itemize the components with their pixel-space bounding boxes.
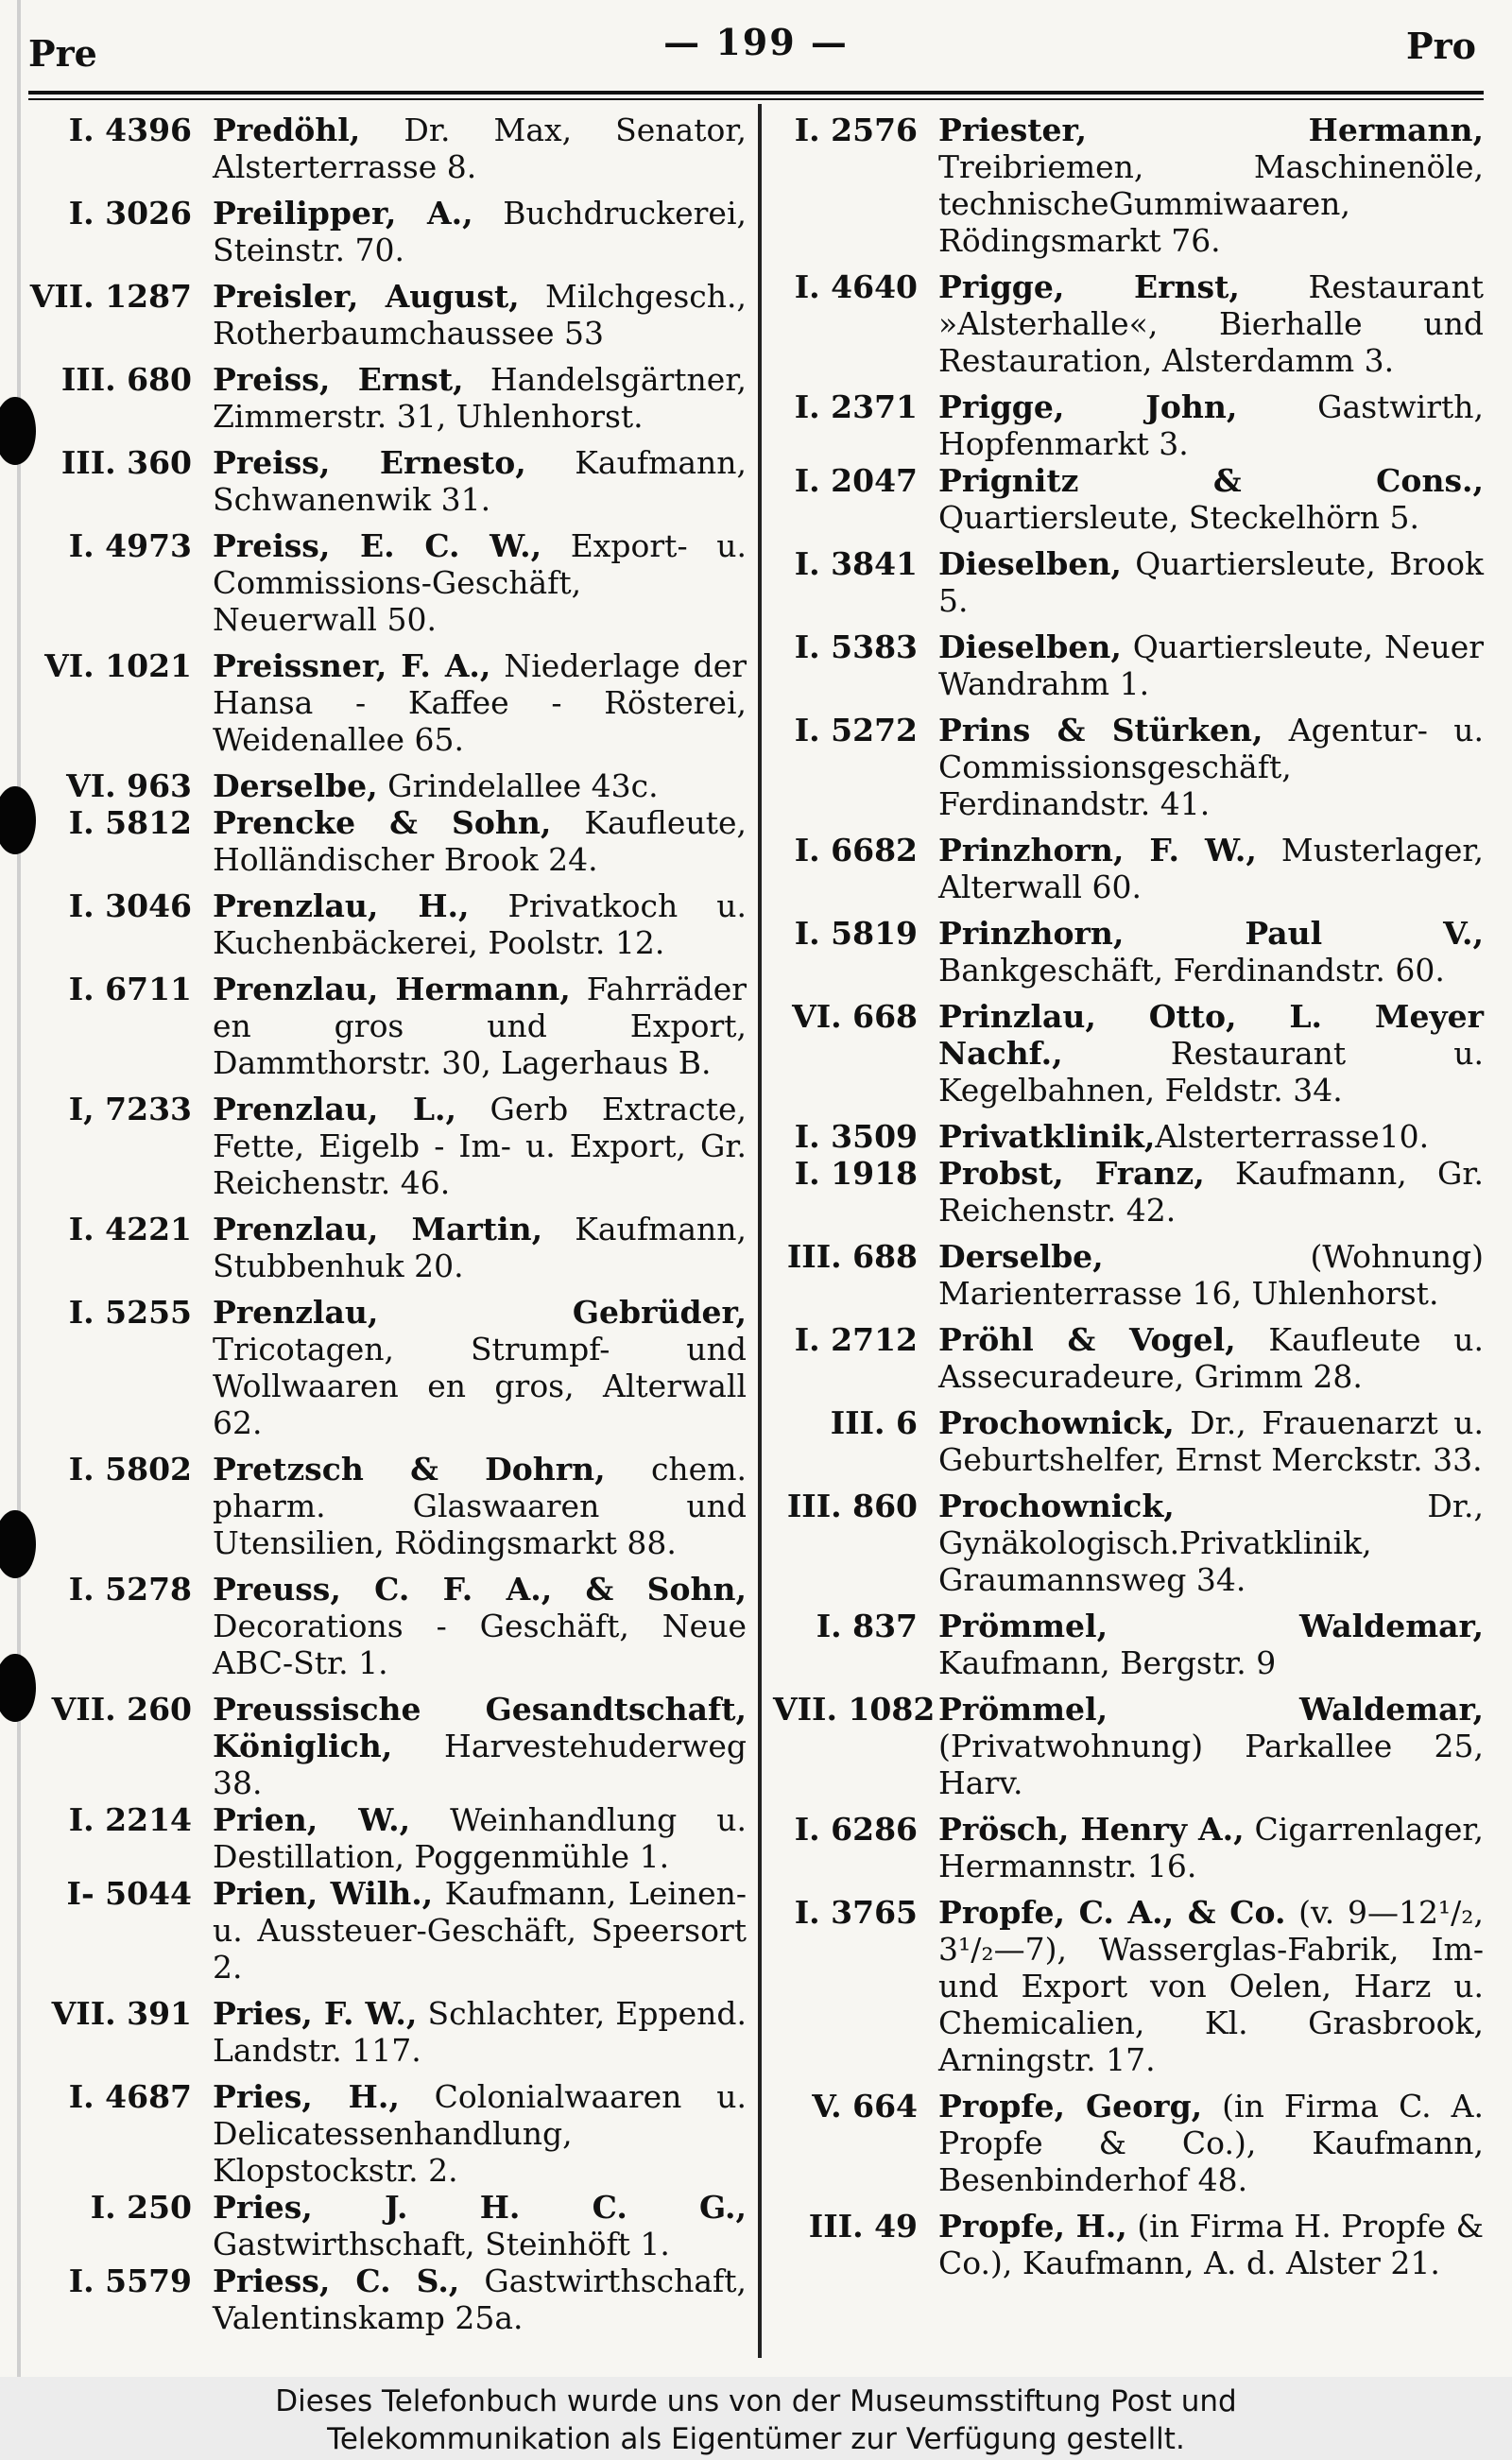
phone-number: I. 2712 bbox=[794, 1321, 918, 1358]
directory-entry bbox=[28, 1691, 747, 1801]
entry-text bbox=[938, 1404, 1484, 1478]
entry-text bbox=[213, 804, 747, 878]
directory-entry bbox=[28, 1451, 747, 1561]
subscriber-name: Dieselben, bbox=[938, 628, 1122, 665]
entry-text bbox=[213, 361, 747, 435]
entry-text bbox=[213, 1875, 747, 1986]
subscriber-name: Prencke & Sohn, bbox=[213, 804, 552, 841]
phone-number: I. 5272 bbox=[794, 712, 918, 748]
directory-entry bbox=[773, 1404, 1484, 1478]
entry-text bbox=[213, 1091, 747, 1201]
subscriber-details: Dr., Gynäkologisch.Privatklinik, Graumannsweg 34. bbox=[938, 1488, 1484, 1598]
subscriber-details: Gerb Extracte, Fette, Eigelb - Im- u. Export, Gr. Reichenstr. 46. bbox=[213, 1091, 747, 1201]
subscriber-name: Pries, H., bbox=[213, 2078, 400, 2115]
directory-entry bbox=[28, 2262, 747, 2336]
directory-entry bbox=[28, 887, 747, 961]
directory-entry bbox=[773, 1118, 1484, 1155]
subscriber-name: Probst, Franz, bbox=[938, 1155, 1205, 1192]
entry-text bbox=[213, 2078, 747, 2189]
subscriber-details: Fahrräder en gros und Export, Dammthorstr. 30, Lagerhaus B. bbox=[213, 971, 747, 1081]
subscriber-details: (in Firma H. Propfe & Co.), Kaufmann, A. d. Alster 21. bbox=[938, 2208, 1484, 2281]
page-edge bbox=[17, 0, 21, 2377]
directory-entry bbox=[773, 1155, 1484, 1229]
subscriber-details: Schlachter, Eppend. Landstr. 117. bbox=[213, 1995, 747, 2069]
directory-entry bbox=[773, 1321, 1484, 1395]
directory-entry bbox=[28, 112, 747, 185]
directory-entry bbox=[28, 2189, 747, 2262]
entry-text bbox=[938, 628, 1484, 702]
subscriber-name: Prenzlau, L., bbox=[213, 1091, 457, 1127]
entry-text bbox=[213, 647, 747, 758]
directory-entry bbox=[28, 647, 747, 758]
subscriber-details: Quartiersleute, Brook 5. bbox=[938, 545, 1484, 619]
header-left-guide-word: Pre bbox=[28, 32, 97, 75]
subscriber-name: Prinzhorn, F. W., bbox=[938, 832, 1257, 869]
phone-number: I. 4396 bbox=[68, 112, 192, 148]
subscriber-name: Preissner, F. A., bbox=[213, 647, 491, 684]
directory-entry bbox=[773, 915, 1484, 989]
subscriber-name: Prins & Stürken, bbox=[938, 712, 1263, 748]
entry-text bbox=[938, 1321, 1484, 1395]
entry-text bbox=[213, 1691, 747, 1801]
phone-number: I. 5819 bbox=[794, 915, 918, 952]
entry-text bbox=[213, 1451, 747, 1561]
phone-number: III. 360 bbox=[60, 444, 192, 481]
subscriber-details: (Wohnung) Marienterrasse 16, Uhlenhorst. bbox=[938, 1238, 1484, 1312]
phone-number: I. 6286 bbox=[794, 1811, 918, 1848]
entry-text bbox=[213, 1294, 747, 1441]
subscriber-name: Prenzlau, Hermann, bbox=[213, 971, 571, 1007]
subscriber-name: Propfe, C. A., & Co. bbox=[938, 1894, 1286, 1931]
header-rule bbox=[28, 91, 1484, 95]
subscriber-name: Pröhl & Vogel, bbox=[938, 1321, 1236, 1358]
subscriber-name: Privatklinik, bbox=[938, 1118, 1156, 1155]
directory-entry bbox=[28, 1801, 747, 1875]
phone-number: VII. 391 bbox=[51, 1995, 192, 2032]
subscriber-details: Kaufmann, Schwanenwik 31. bbox=[213, 444, 747, 518]
phone-number: VII. 1287 bbox=[29, 278, 192, 315]
subscriber-name: Preiss, E. C. W., bbox=[213, 527, 542, 564]
directory-entry bbox=[773, 2208, 1484, 2281]
phone-number: I. 5278 bbox=[68, 1571, 192, 1608]
header-rule-thin bbox=[28, 98, 1484, 100]
entry-text bbox=[938, 1488, 1484, 1598]
subscriber-name: Pries, J. H. C. G., bbox=[213, 2189, 747, 2226]
entry-text bbox=[213, 1995, 747, 2069]
phone-number: I. 4687 bbox=[68, 2078, 192, 2115]
phone-number: I. 4221 bbox=[68, 1211, 192, 1247]
phone-number: III. 860 bbox=[786, 1488, 918, 1524]
entry-text bbox=[938, 2208, 1484, 2281]
phone-number: I. 837 bbox=[816, 1608, 918, 1644]
entry-text bbox=[938, 1691, 1484, 1801]
entry-text bbox=[938, 268, 1484, 379]
entry-text bbox=[938, 112, 1484, 259]
directory-entry bbox=[28, 1294, 747, 1441]
entry-text bbox=[213, 1571, 747, 1681]
directory-entry bbox=[28, 1995, 747, 2069]
subscriber-name: Prömmel, Waldemar, bbox=[938, 1608, 1484, 1644]
subscriber-details: (in Firma C. A. Propfe & Co.), Kaufmann, Besenbinderhof 48. bbox=[938, 2088, 1485, 2198]
entry-text bbox=[213, 2262, 747, 2336]
entry-text bbox=[938, 388, 1484, 462]
entry-text bbox=[938, 1238, 1484, 1312]
directory-entry bbox=[773, 388, 1484, 462]
phone-number: I. 5802 bbox=[68, 1451, 192, 1488]
subscriber-name: Preiss, Ernst, bbox=[213, 361, 464, 398]
column-divider bbox=[758, 104, 762, 2358]
subscriber-name: Derselbe, bbox=[213, 767, 378, 804]
directory-entry bbox=[773, 1811, 1484, 1884]
entry-text bbox=[938, 998, 1484, 1109]
page-number: — 199 — bbox=[663, 21, 849, 63]
entry-text bbox=[938, 462, 1484, 536]
entry-text bbox=[213, 2189, 747, 2262]
footer-line-2: Telekommunikation als Eigentümer zur Verfügung gestellt. bbox=[327, 2422, 1185, 2456]
directory-entry bbox=[773, 545, 1484, 619]
subscriber-details: Kaufleute u. Assecuradeure, Grimm 28. bbox=[938, 1321, 1484, 1395]
right-column bbox=[773, 112, 1484, 2281]
header-right-guide-word: Pro bbox=[1406, 25, 1476, 67]
directory-entry bbox=[773, 1238, 1484, 1312]
entry-text bbox=[213, 887, 747, 961]
subscriber-name: Priess, C. S., bbox=[213, 2262, 460, 2299]
phone-number: I. 4973 bbox=[68, 527, 192, 564]
entry-text bbox=[938, 545, 1484, 619]
subscriber-name: Prinzlau, Otto, L. Meyer Nachf., bbox=[938, 998, 1484, 1072]
directory-entry bbox=[773, 1488, 1484, 1598]
directory-entry bbox=[28, 1091, 747, 1201]
directory-entry bbox=[773, 832, 1484, 905]
phone-number: I. 5383 bbox=[794, 628, 918, 665]
subscriber-name: Prenzlau, H., bbox=[213, 887, 470, 924]
subscriber-name: Prien, W., bbox=[213, 1801, 411, 1838]
directory-entry bbox=[28, 361, 747, 435]
subscriber-name: Predöhl, bbox=[213, 112, 361, 148]
subscriber-details: Kaufmann, Bergstr. 9 bbox=[938, 1644, 1277, 1681]
directory-entry bbox=[28, 1571, 747, 1681]
subscriber-details: Gastwirthschaft, Steinhöft 1. bbox=[213, 2226, 670, 2262]
phone-number: I. 6711 bbox=[68, 971, 192, 1007]
phone-number: VI. 1021 bbox=[44, 647, 192, 684]
subscriber-details: Quartiersleute, Steckelhörn 5. bbox=[938, 499, 1420, 536]
subscriber-details: Privatkoch u. Kuchenbäckerei, Poolstr. 12. bbox=[213, 887, 747, 961]
left-column bbox=[28, 112, 747, 2336]
subscriber-name: Preiss, Ernesto, bbox=[213, 444, 526, 481]
phone-number: I, 7233 bbox=[68, 1091, 192, 1127]
footer-notice bbox=[0, 2377, 1512, 2460]
directory-entry bbox=[773, 712, 1484, 822]
directory-entry bbox=[28, 1875, 747, 1986]
subscriber-name: Preisler, August, bbox=[213, 278, 520, 315]
phone-number: I. 5812 bbox=[68, 804, 192, 841]
subscriber-details: Kaufmann, Stubbenhuk 20. bbox=[213, 1211, 747, 1284]
subscriber-details: Decorations - Geschäft, Neue ABC-Str. 1. bbox=[213, 1608, 747, 1681]
subscriber-name: Prömmel, Waldemar, bbox=[938, 1691, 1484, 1728]
entry-text bbox=[213, 767, 747, 804]
subscriber-name: Prien, Wilh., bbox=[213, 1875, 434, 1912]
subscriber-details: Cigarrenlager, Hermannstr. 16. bbox=[938, 1811, 1485, 1884]
subscriber-name: Prignitz & Cons., bbox=[938, 462, 1484, 499]
phone-number: VII. 260 bbox=[51, 1691, 192, 1728]
subscriber-details: Handelsgärtner, Zimmerstr. 31, Uhlenhorst. bbox=[213, 361, 747, 435]
phone-number: I. 4640 bbox=[794, 268, 918, 305]
entry-text bbox=[213, 444, 747, 518]
subscriber-details: Buchdruckerei, Steinstr. 70. bbox=[213, 195, 747, 268]
directory-entry bbox=[28, 444, 747, 518]
subscriber-details: Grindelallee 43c. bbox=[377, 767, 659, 804]
entry-text bbox=[213, 1211, 747, 1284]
phone-number: I. 3046 bbox=[68, 887, 192, 924]
subscriber-name: Prösch, Henry A., bbox=[938, 1811, 1245, 1848]
subscriber-name: Dieselben, bbox=[938, 545, 1122, 582]
entry-text bbox=[213, 278, 747, 352]
subscriber-name: Derselbe, bbox=[938, 1238, 1104, 1275]
subscriber-details: Dr. Max, Senator, Alsterterrasse 8. bbox=[213, 112, 747, 185]
entry-text bbox=[938, 1155, 1484, 1229]
phone-number: I- 5044 bbox=[66, 1875, 192, 1912]
subscriber-details: chem. pharm. Glaswaaren und Utensilien, Rödingsmarkt 88. bbox=[213, 1451, 747, 1561]
phone-number: VI. 963 bbox=[66, 767, 192, 804]
entry-text bbox=[938, 2088, 1484, 2198]
phone-number: VI. 668 bbox=[792, 998, 918, 1035]
directory-entry bbox=[28, 971, 747, 1081]
subscriber-name: Pretzsch & Dohrn, bbox=[213, 1451, 606, 1488]
subscriber-details: Kaufmann, Gr. Reichenstr. 42. bbox=[938, 1155, 1484, 1229]
entry-text bbox=[938, 915, 1484, 989]
phone-number: I. 5579 bbox=[68, 2262, 192, 2299]
subscriber-details: Export- u. Commissions-Geschäft, Neuerwall 50. bbox=[213, 527, 747, 638]
phone-number: III. 6 bbox=[830, 1404, 918, 1441]
subscriber-details: Gastwirth, Hopfenmarkt 3. bbox=[938, 388, 1484, 462]
phone-number: III. 688 bbox=[786, 1238, 918, 1275]
footer-line-1: Dieses Telefonbuch wurde uns von der Museumsstiftung Post und bbox=[275, 2384, 1237, 2418]
subscriber-details: Tricotagen, Strumpf- und Wollwaaren en gros, Alterwall 62. bbox=[213, 1331, 747, 1441]
subscriber-name: Prigge, John, bbox=[938, 388, 1238, 425]
subscriber-name: Propfe, Georg, bbox=[938, 2088, 1203, 2125]
entry-text bbox=[213, 971, 747, 1081]
subscriber-name: Preilipper, A., bbox=[213, 195, 473, 232]
directory-entry bbox=[773, 462, 1484, 536]
entry-text bbox=[213, 527, 747, 638]
subscriber-details: Milchgesch., Rotherbaumchaussee 53 bbox=[213, 278, 747, 352]
subscriber-name: Prigge, Ernst, bbox=[938, 268, 1240, 305]
phone-number: III. 680 bbox=[60, 361, 192, 398]
directory-entry bbox=[28, 527, 747, 638]
phone-number: VII. 1082 bbox=[773, 1691, 936, 1728]
subscriber-details: Restaurant u. Kegelbahnen, Feldstr. 34. bbox=[938, 1035, 1484, 1109]
subscriber-details: Alsterterrasse10. bbox=[1155, 1118, 1430, 1155]
subscriber-details: Kaufmann, Leinen- u. Aussteuer-Geschäft, Speersort 2. bbox=[213, 1875, 747, 1986]
subscriber-name: Propfe, H., bbox=[938, 2208, 1127, 2245]
subscriber-name: Prenzlau, Gebrüder, bbox=[213, 1294, 747, 1331]
phone-number: I. 1918 bbox=[794, 1155, 918, 1192]
entry-text bbox=[213, 195, 747, 268]
directory-entry bbox=[28, 767, 747, 804]
entry-text bbox=[938, 832, 1484, 905]
phone-number: I. 6682 bbox=[794, 832, 918, 869]
subscriber-details: Restaurant »Alsterhalle«, Bierhalle und Restauration, Alsterdamm 3. bbox=[938, 268, 1484, 379]
phone-number: I. 2576 bbox=[794, 112, 918, 148]
directory-entry bbox=[28, 278, 747, 352]
subscriber-name: Priester, Hermann, bbox=[938, 112, 1484, 148]
directory-entry bbox=[28, 2078, 747, 2189]
directory-entry bbox=[773, 1691, 1484, 1801]
phone-number: I. 5255 bbox=[68, 1294, 192, 1331]
subscriber-details: (v. 9—12¹/₂, 3¹/₂—7), Wasserglas-Fabrik, Im- und Export von Oelen, Harz u. Chemicalien, Kl. Grasbrook, Arningstr. 17. bbox=[938, 1894, 1484, 2078]
entry-text bbox=[938, 712, 1484, 822]
directory-entry bbox=[773, 2088, 1484, 2198]
entry-text bbox=[938, 1608, 1484, 1681]
directory-entry bbox=[28, 804, 747, 878]
subscriber-name: Prochownick, bbox=[938, 1488, 1175, 1524]
phone-number: I. 3765 bbox=[794, 1894, 918, 1931]
phone-number: III. 49 bbox=[808, 2208, 918, 2245]
directory-entry bbox=[28, 195, 747, 268]
directory-entry bbox=[773, 112, 1484, 259]
subscriber-details: (Privatwohnung) Parkallee 25, Harv. bbox=[938, 1728, 1484, 1801]
directory-entry bbox=[773, 1608, 1484, 1681]
directory-entry bbox=[28, 1211, 747, 1284]
entry-text bbox=[938, 1118, 1484, 1155]
directory-entry bbox=[773, 1894, 1484, 2078]
subscriber-details: Musterlager, Alterwall 60. bbox=[938, 832, 1484, 905]
phone-number: I. 3841 bbox=[794, 545, 918, 582]
directory-entry bbox=[773, 268, 1484, 379]
subscriber-name: Preussische Gesandtschaft, Königlich, bbox=[213, 1691, 747, 1764]
subscriber-details: Harvestehuderweg 38. bbox=[213, 1728, 747, 1801]
entry-text bbox=[213, 1801, 747, 1875]
subscriber-details: Gastwirthschaft, Valentinskamp 25a. bbox=[213, 2262, 747, 2336]
entry-text bbox=[213, 112, 747, 185]
phone-number: I. 3026 bbox=[68, 195, 192, 232]
phone-number: I. 2371 bbox=[794, 388, 918, 425]
subscriber-details: Niederlage der Hansa - Kaffee - Rösterei, Weidenallee 65. bbox=[213, 647, 747, 758]
subscriber-details: Treibriemen, Maschinenöle, technischeGummiwaaren, Rödingsmarkt 76. bbox=[938, 148, 1484, 259]
subscriber-details: Agentur- u. Commissionsgeschäft, Ferdinandstr. 41. bbox=[938, 712, 1484, 822]
phone-number: I. 2214 bbox=[68, 1801, 192, 1838]
phone-number: I. 3509 bbox=[794, 1118, 918, 1155]
directory-entry bbox=[773, 628, 1484, 702]
subscriber-details: Quartiersleute, Neuer Wandrahm 1. bbox=[938, 628, 1484, 702]
subscriber-name: Preuss, C. F. A., & Sohn, bbox=[213, 1571, 747, 1608]
entry-text bbox=[938, 1894, 1484, 2078]
subscriber-details: Kaufleute, Holländischer Brook 24. bbox=[213, 804, 747, 878]
phone-number: I. 250 bbox=[90, 2189, 192, 2226]
subscriber-name: Prochownick, bbox=[938, 1404, 1175, 1441]
subscriber-details: Colonialwaaren u. Delicatessenhandlung, Klopstockstr. 2. bbox=[213, 2078, 747, 2189]
subscriber-name: Prenzlau, Martin, bbox=[213, 1211, 543, 1247]
page-header bbox=[0, 0, 1512, 95]
directory-entry bbox=[773, 998, 1484, 1109]
subscriber-name: Prinzhorn, Paul V., bbox=[938, 915, 1484, 952]
entry-text bbox=[938, 1811, 1484, 1884]
subscriber-details: Dr., Frauenarzt u. Geburtshelfer, Ernst Merckstr. 33. bbox=[938, 1404, 1484, 1478]
subscriber-details: Weinhandlung u. Destillation, Poggenmühle 1. bbox=[213, 1801, 747, 1875]
subscriber-name: Pries, F. W., bbox=[213, 1995, 418, 2032]
phone-number: I. 2047 bbox=[794, 462, 918, 499]
subscriber-details: Bankgeschäft, Ferdinandstr. 60. bbox=[938, 952, 1445, 989]
phone-number: V. 664 bbox=[812, 2088, 918, 2125]
